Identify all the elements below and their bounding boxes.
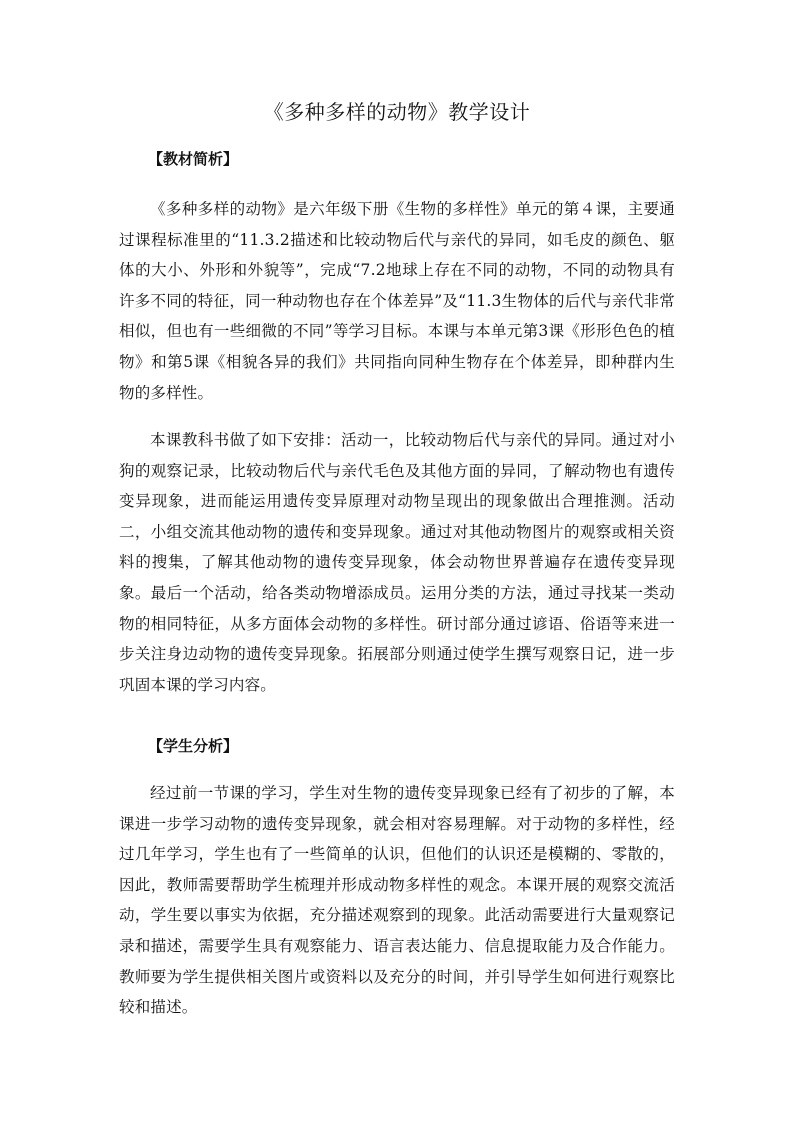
section-heading-textbook-analysis: 【教材简析】 xyxy=(148,150,239,168)
paragraph-student-analysis-1: 经过前一节课的学习，学生对生物的遗传变异现象已经有了初步的了解，本课进一步学习动物的遗传变异现象，就会相对容易理解。对于动物的多样性，经过几年学习，学生也有了一些简单的认识，但他们的认识还是模糊的、零散的，因此，教师需要帮助学生梳理并形成动物多样性的观念。本课开展的观察交流活动，学生要以事实为依据，充分描述观察到的现象。此活动需要进行大量观察记录和描述，需要学生具有观察能力、语言表达能力、信息提取能力及合作能力。教师要为学生提供相关图片或资料以及充分的时间，并引导学生如何进行观察比较和描述。 xyxy=(119,784,675,1017)
document-title: 《多种多样的动物》教学设计 xyxy=(263,100,531,124)
paragraph-textbook-analysis-1: 《多种多样的动物》是六年级下册《生物的多样性》单元的第４课，主要通过课程标准里的“11.3.2描述和比较动物后代与亲代的异同，如毛皮的颜色、躯体的大小、外形和外貌等”，完成“7.2地球上存在不同的动物，不同的动物具有许多不同的特征，同一种动物也存在个体差异”及“11.3生物体的后代与亲代非常相似，但也有一些细微的不同”等学习目标。本课与本单元第3课《形形色色的植物》和第5课《相貌各异的我们》共同指向同种生物存在个体差异，即种群内生物的多样性。 xyxy=(119,200,675,402)
section-heading-student-analysis: 【学生分析】 xyxy=(148,737,239,755)
paragraph-textbook-analysis-2: 本课教科书做了如下安排：活动一，比较动物后代与亲代的异同。通过对小狗的观察记录，比较动物后代与亲代毛色及其他方面的异同，了解动物也有遗传变异现象，进而能运用遗传变异原理对动物呈现出的现象做出合理推测。活动二，小组交流其他动物的遗传和变异现象。通过对其他动物图片的观察或相关资料的搜集，了解其他动物的遗传变异现象，体会动物世界普遍存在遗传变异现象。最后一个活动，给各类动物增添成员。运用分类的方法，通过寻找某一类动物的相同特征，从多方面体会动物的多样性。研讨部分通过谚语、俗语等来进一步关注身边动物的遗传变异现象。拓展部分则通过使学生撰写观察日记，进一步巩固本课的学习内容。 xyxy=(119,431,675,694)
